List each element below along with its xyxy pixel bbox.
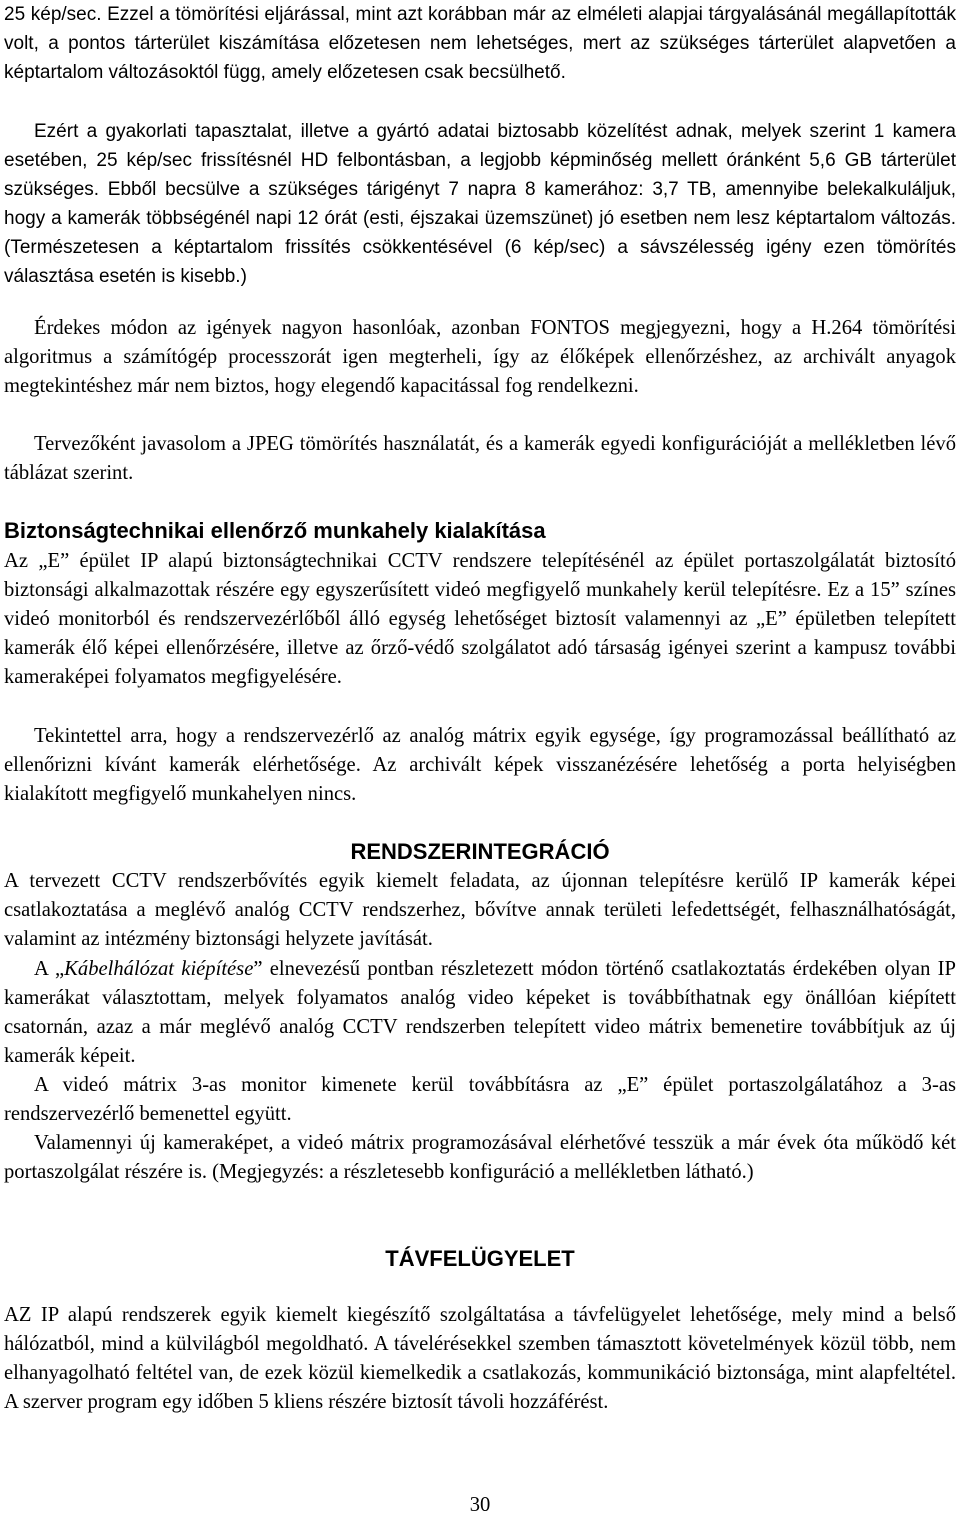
italic-reference: Kábelhálózat kiépítése — [64, 958, 254, 980]
paragraph-h264-note: Érdekes módon az igények nagyon hasonlóak, azonban FONTOS megjegyezni, hogy a H.264 tömörítési algoritmus a számítógép processzorát igen megterheli, így az élőképek ellenőrzéshez, az archivált anyagok megtekintéshez már nem biztos, hogy elegendő kapacitással fog rendelkezni. — [4, 317, 956, 397]
paragraph-storage-estimate: Ezért a gyakorlati tapasztalat, illetve a gyártó adatai biztosabb közelítést adnak, melyek szerint 1 kamera esetében, 25 kép/sec frissítésnél HD felbontásban, a legjobb képminőség mellett óránként 5,6 GB tárterület szükséges. Ebből becsülve a szükséges tárigényt 7 napra 8 kamerához: 3,7 TB, amennyibe belekalkuláljuk, hogy a kamerák többségénél napi 12 órát (esti, éjszakai üzemszünet) jó esetben nem lesz képtartalom változás. (Természetesen a képtartalom frissítés csökkentésével (6 kép/sec) a sávszélesség igény ezen tömörítés választása esetén is kisebb.) — [4, 121, 956, 287]
paragraph-matrix-programming: Tekintettel arra, hogy a rendszervezérlő az analóg mátrix egyik egysége, így programozással beállítható az ellenőrizni kívánt kamerák elérhetősége. Az archivált képek visszanézésére lehetőség a porta helyiségben kialakított megfigyelő munkahelyen nincs. — [4, 725, 956, 805]
paragraph-workstation: Az „E” épület IP alapú biztonságtechnikai CCTV rendszere telepítésénél az épület portaszolgálatát biztosító biztonsági alkalmazottak részére egy egyszerűsített videó megfigyelő munkahely kerül telepítésre. Ez a 15” színes videó monitorból és rendszervezérlőből álló egység lehetőséget biztosít valamennyi az „E” épületben telepített kamerák élő képei ellenőrzésére, illetve az őrző-védő szolgálatot adó társaság igényei szerint a kampusz további kameraképei folyamatos megfigyelésére. — [4, 550, 956, 688]
page-number: 30 — [469, 1494, 491, 1516]
paragraph-camera-access: Valamennyi új kameraképet, a videó mátrix programozásával elérhetővé tesszük a már évek óta működő két portaszolgálat részére is. (Megjegyzés: a részletesebb konfiguráció a mellékletben látható.) — [4, 1132, 956, 1183]
heading-system-integration: RENDSZERINTEGRÁCIÓ — [350, 839, 610, 864]
paragraph-integration: A tervezett CCTV rendszerbővítés egyik kiemelt feladata, az újonnan telepítésre kerülő IP kamerák képei csatlakoztatása a meglévő analóg CCTV rendszerhez, bővítve annak területi lefedettségét, felhasználhatóságát, valamint az intézmény biztonsági helyzete javítását. — [4, 870, 956, 950]
paragraph-remote-monitoring: AZ IP alapú rendszerek egyik kiemelt kiegészítő szolgáltatása a távfelügyelet lehetősége, mely mind a belső hálózatból, mind a külvilágból megoldható. A távelérésekkel szemben támasztott követelmények közül több, nem elhanyagolható feltétel van, de ezek közül kiemelkedik a csatlakozás, kommunikáció biztonsága, mint alapfeltétel. A szerver program egy időben 5 kliens részére biztosít távoli hozzáférést. — [4, 1304, 956, 1413]
paragraph-jpeg-recommendation: Tervezőként javasolom a JPEG tömörítés használatát, és a kamerák egyedi konfigurációját a mellékletben lévő táblázat szerint. — [4, 433, 956, 484]
heading-monitoring-workstation: Biztonságtechnikai ellenőrző munkahely kialakítása — [4, 518, 546, 543]
paragraph-monitor-output: A videó mátrix 3-as monitor kimenete kerül továbbításra az „E” épület portaszolgálatához a 3-as rendszervezérlő bemenettel együtt. — [4, 1074, 956, 1125]
paragraph-cable-network: A „Kábelhálózat kiépítése” elnevezésű pontban részletezett módon történő csatlakoztatás érdekében olyan IP kamerákat választottam, melyek folyamatos analóg video képeket is továbbíthatnak egy önállóan kiépített csatornán, azaz a már meglévő analóg CCTV rendszerben telepített video mátrix bemenetire továbbítjuk az új kamerák képeit. — [4, 958, 956, 1067]
heading-remote-monitoring: TÁVFELÜGYELET — [385, 1246, 575, 1271]
paragraph-compression: 25 kép/sec. Ezzel a tömörítési eljárással, mint azt korábban már az elméleti alapjai tárgyalásánál megállapították volt, a pontos tárterület kiszámítása előzetesen nem lehetséges, mert az szükséges tárterület alapvetően a képtartalom változásoktól függ, amely előzetesen csak becsülhető. — [4, 4, 956, 83]
